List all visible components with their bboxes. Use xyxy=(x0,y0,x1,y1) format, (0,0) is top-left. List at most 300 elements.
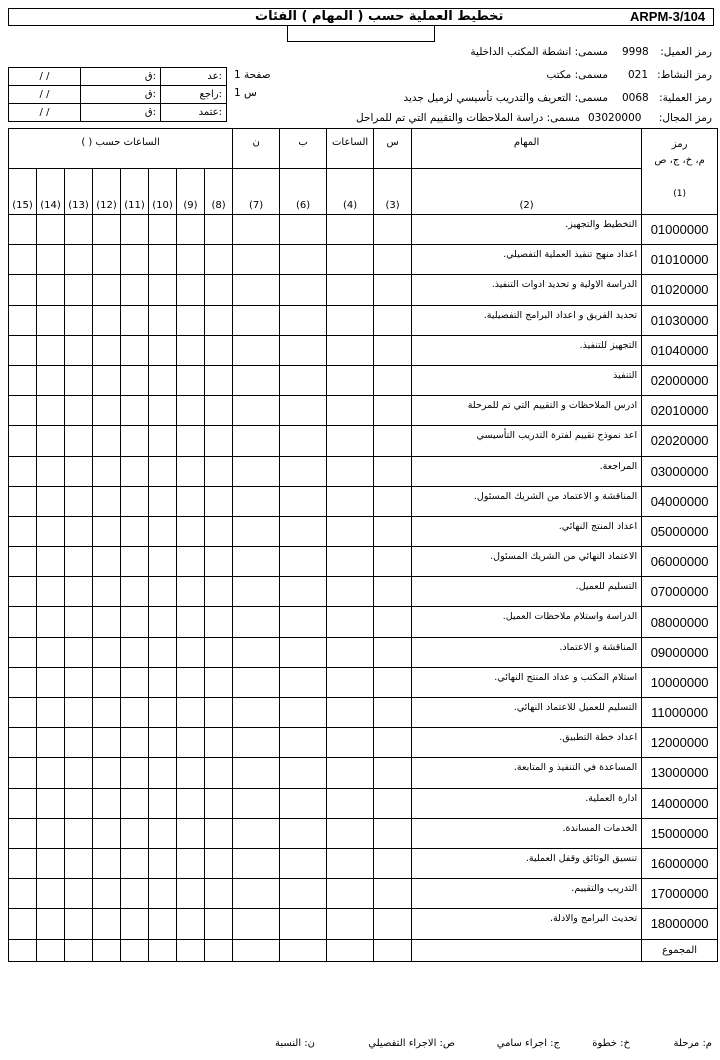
hours-cell[interactable] xyxy=(121,848,149,878)
hours-cell[interactable] xyxy=(280,516,327,546)
hours-cell[interactable] xyxy=(280,426,327,456)
hours-cell[interactable] xyxy=(327,396,374,426)
hours-cell[interactable] xyxy=(9,305,37,335)
hours-cell[interactable] xyxy=(374,516,412,546)
hours-cell[interactable] xyxy=(374,848,412,878)
hours-cell[interactable] xyxy=(93,577,121,607)
hours-cell[interactable] xyxy=(149,607,177,637)
hours-cell[interactable] xyxy=(121,215,149,245)
hours-cell[interactable] xyxy=(205,516,233,546)
hours-cell[interactable] xyxy=(121,637,149,667)
hours-cell[interactable] xyxy=(280,879,327,909)
hours-cell[interactable] xyxy=(233,758,280,788)
hours-cell[interactable] xyxy=(205,456,233,486)
hours-cell[interactable] xyxy=(177,607,205,637)
hours-cell[interactable] xyxy=(233,637,280,667)
hours-cell[interactable] xyxy=(65,275,93,305)
hours-cell[interactable] xyxy=(65,486,93,516)
hours-cell[interactable] xyxy=(205,396,233,426)
hours-cell[interactable] xyxy=(374,426,412,456)
hours-cell[interactable] xyxy=(149,275,177,305)
hours-cell[interactable] xyxy=(37,456,65,486)
hours-cell[interactable] xyxy=(37,788,65,818)
hours-cell[interactable] xyxy=(121,456,149,486)
hours-cell[interactable] xyxy=(37,215,65,245)
hours-cell[interactable] xyxy=(149,305,177,335)
hours-cell[interactable] xyxy=(177,275,205,305)
hours-cell[interactable] xyxy=(177,879,205,909)
hours-cell[interactable] xyxy=(205,607,233,637)
hours-cell[interactable] xyxy=(121,577,149,607)
hours-cell[interactable] xyxy=(9,426,37,456)
hours-cell[interactable] xyxy=(37,818,65,848)
hours-cell[interactable] xyxy=(93,396,121,426)
hours-cell[interactable] xyxy=(233,365,280,395)
hours-cell[interactable] xyxy=(93,516,121,546)
hours-cell[interactable] xyxy=(177,577,205,607)
hours-cell[interactable] xyxy=(9,758,37,788)
hours-cell[interactable] xyxy=(205,758,233,788)
hours-cell[interactable] xyxy=(233,547,280,577)
hours-cell[interactable] xyxy=(65,879,93,909)
hours-cell[interactable] xyxy=(9,637,37,667)
hours-cell[interactable] xyxy=(177,788,205,818)
hours-cell[interactable] xyxy=(121,516,149,546)
hours-cell[interactable] xyxy=(121,728,149,758)
hours-cell[interactable] xyxy=(205,698,233,728)
hours-cell[interactable] xyxy=(374,245,412,275)
hours-cell[interactable] xyxy=(9,788,37,818)
hours-cell[interactable] xyxy=(9,365,37,395)
hours-cell[interactable] xyxy=(177,335,205,365)
page-number: صفحة 1 xyxy=(234,69,271,81)
hours-cell[interactable] xyxy=(65,305,93,335)
hours-cell[interactable] xyxy=(177,516,205,546)
hours-cell[interactable] xyxy=(65,577,93,607)
hours-cell[interactable] xyxy=(374,365,412,395)
hours-cell[interactable] xyxy=(374,788,412,818)
hours-cell[interactable] xyxy=(121,486,149,516)
hours-cell[interactable] xyxy=(93,245,121,275)
hours-cell[interactable] xyxy=(280,637,327,667)
hours-cell[interactable] xyxy=(9,547,37,577)
hours-cell[interactable] xyxy=(205,245,233,275)
hours-cell[interactable] xyxy=(65,335,93,365)
hours-cell[interactable] xyxy=(93,456,121,486)
hours-cell[interactable] xyxy=(93,305,121,335)
hours-cell[interactable] xyxy=(233,728,280,758)
hours-cell[interactable] xyxy=(37,275,65,305)
hours-cell[interactable] xyxy=(374,698,412,728)
hours-cell[interactable] xyxy=(37,607,65,637)
hours-cell[interactable] xyxy=(327,698,374,728)
hours-cell[interactable] xyxy=(37,516,65,546)
hours-cell[interactable] xyxy=(280,456,327,486)
hours-cell[interactable] xyxy=(37,698,65,728)
hours-cell[interactable] xyxy=(177,637,205,667)
hours-cell[interactable] xyxy=(280,848,327,878)
hours-cell[interactable] xyxy=(233,909,280,939)
hours-cell[interactable] xyxy=(280,245,327,275)
hours-cell[interactable] xyxy=(149,637,177,667)
hours-cell[interactable] xyxy=(149,245,177,275)
hours-cell[interactable] xyxy=(177,758,205,788)
hours-cell[interactable] xyxy=(327,788,374,818)
hours-cell[interactable] xyxy=(9,245,37,275)
hours-cell[interactable] xyxy=(65,516,93,546)
hours-cell[interactable] xyxy=(374,486,412,516)
table-row xyxy=(9,516,718,546)
column-number: (2) xyxy=(412,169,642,215)
hours-cell[interactable] xyxy=(65,667,93,697)
hours-cell[interactable] xyxy=(9,275,37,305)
hours-cell[interactable] xyxy=(121,335,149,365)
hours-cell[interactable] xyxy=(121,365,149,395)
hours-cell[interactable] xyxy=(327,305,374,335)
hours-cell[interactable] xyxy=(121,305,149,335)
hours-cell[interactable] xyxy=(177,698,205,728)
hours-cell[interactable] xyxy=(149,577,177,607)
hours-cell[interactable] xyxy=(327,667,374,697)
hours-cell[interactable] xyxy=(9,396,37,426)
hours-cell[interactable] xyxy=(93,547,121,577)
hours-cell[interactable] xyxy=(327,577,374,607)
hours-cell[interactable] xyxy=(280,758,327,788)
hours-cell[interactable] xyxy=(9,486,37,516)
hours-cell[interactable] xyxy=(205,577,233,607)
hours-cell[interactable] xyxy=(121,396,149,426)
hours-cell[interactable] xyxy=(327,335,374,365)
hours-cell[interactable] xyxy=(9,456,37,486)
hours-cell[interactable] xyxy=(93,909,121,939)
hours-cell[interactable] xyxy=(233,667,280,697)
hours-cell[interactable] xyxy=(205,818,233,848)
hours-cell[interactable] xyxy=(93,486,121,516)
hours-cell[interactable] xyxy=(9,698,37,728)
hours-cell[interactable] xyxy=(149,396,177,426)
hours-cell[interactable] xyxy=(149,456,177,486)
hours-cell[interactable] xyxy=(177,667,205,697)
hours-cell[interactable] xyxy=(280,275,327,305)
hours-cell[interactable] xyxy=(93,698,121,728)
hours-cell[interactable] xyxy=(205,305,233,335)
hours-cell[interactable] xyxy=(65,758,93,788)
hours-cell[interactable] xyxy=(177,848,205,878)
hours-cell[interactable] xyxy=(233,607,280,637)
hours-cell[interactable] xyxy=(177,305,205,335)
hours-cell[interactable] xyxy=(327,516,374,546)
hours-cell[interactable] xyxy=(233,486,280,516)
hours-cell[interactable] xyxy=(9,577,37,607)
hours-cell[interactable] xyxy=(121,818,149,848)
hours-cell[interactable] xyxy=(65,547,93,577)
hours-cell[interactable] xyxy=(177,909,205,939)
hours-cell[interactable] xyxy=(65,848,93,878)
hours-cell[interactable] xyxy=(37,486,65,516)
hours-cell[interactable] xyxy=(205,637,233,667)
hours-cell[interactable] xyxy=(9,667,37,697)
hours-cell[interactable] xyxy=(233,245,280,275)
hours-cell[interactable] xyxy=(233,848,280,878)
hours-header: الساعات xyxy=(327,129,374,169)
hours-cell[interactable] xyxy=(37,577,65,607)
hours-cell[interactable] xyxy=(280,335,327,365)
hours-cell[interactable] xyxy=(327,728,374,758)
hours-cell[interactable] xyxy=(205,848,233,878)
hours-cell[interactable] xyxy=(374,607,412,637)
hours-cell[interactable] xyxy=(37,365,65,395)
hours-cell[interactable] xyxy=(9,335,37,365)
hours-cell[interactable] xyxy=(280,607,327,637)
hours-cell[interactable] xyxy=(374,758,412,788)
hours-cell[interactable] xyxy=(205,728,233,758)
hours-cell[interactable] xyxy=(205,667,233,697)
hours-cell[interactable] xyxy=(205,788,233,818)
hours-cell[interactable] xyxy=(374,547,412,577)
hours-cell[interactable] xyxy=(327,848,374,878)
task-code: 10000000 xyxy=(642,667,718,697)
hours-cell[interactable] xyxy=(177,215,205,245)
hours-cell[interactable] xyxy=(177,426,205,456)
hours-cell[interactable] xyxy=(149,335,177,365)
hours-cell[interactable] xyxy=(233,879,280,909)
hours-cell[interactable] xyxy=(280,788,327,818)
hours-cell[interactable] xyxy=(65,909,93,939)
hours-cell[interactable] xyxy=(205,275,233,305)
hours-cell[interactable] xyxy=(93,848,121,878)
hours-cell[interactable] xyxy=(37,547,65,577)
hours-cell[interactable] xyxy=(374,275,412,305)
hours-cell[interactable] xyxy=(149,547,177,577)
hours-cell[interactable] xyxy=(149,758,177,788)
hours-cell[interactable] xyxy=(374,667,412,697)
hours-cell[interactable] xyxy=(233,396,280,426)
hours-cell[interactable] xyxy=(9,215,37,245)
hours-cell[interactable] xyxy=(374,637,412,667)
hours-cell[interactable] xyxy=(65,607,93,637)
hours-cell[interactable] xyxy=(93,637,121,667)
hours-cell[interactable] xyxy=(121,547,149,577)
hours-cell[interactable] xyxy=(233,335,280,365)
hours-cell[interactable] xyxy=(93,215,121,245)
hours-cell[interactable] xyxy=(9,728,37,758)
hours-cell[interactable] xyxy=(233,698,280,728)
hours-cell[interactable] xyxy=(233,818,280,848)
hours-cell[interactable] xyxy=(9,879,37,909)
hours-cell[interactable] xyxy=(280,486,327,516)
hours-cell[interactable] xyxy=(327,365,374,395)
hours-cell[interactable] xyxy=(121,758,149,788)
hours-cell[interactable] xyxy=(233,275,280,305)
hours-cell[interactable] xyxy=(280,728,327,758)
hours-cell[interactable] xyxy=(280,667,327,697)
hours-cell[interactable] xyxy=(327,637,374,667)
hours-cell[interactable] xyxy=(374,335,412,365)
hours-cell[interactable] xyxy=(233,516,280,546)
hours-cell[interactable] xyxy=(9,818,37,848)
hours-cell[interactable] xyxy=(121,879,149,909)
hours-cell[interactable] xyxy=(205,909,233,939)
hours-cell[interactable] xyxy=(327,486,374,516)
hours-cell[interactable] xyxy=(149,818,177,848)
column-number: (12) xyxy=(93,169,121,215)
hours-cell[interactable] xyxy=(327,818,374,848)
hours-cell[interactable] xyxy=(327,275,374,305)
hours-cell[interactable] xyxy=(65,637,93,667)
hours-cell[interactable] xyxy=(233,788,280,818)
hours-cell[interactable] xyxy=(37,426,65,456)
hours-cell[interactable] xyxy=(233,305,280,335)
hours-cell[interactable] xyxy=(280,698,327,728)
hours-cell[interactable] xyxy=(205,335,233,365)
hours-cell[interactable] xyxy=(37,879,65,909)
hours-cell[interactable] xyxy=(327,909,374,939)
hours-cell[interactable] xyxy=(327,245,374,275)
hours-cell[interactable] xyxy=(327,547,374,577)
hours-cell[interactable] xyxy=(233,426,280,456)
hours-cell[interactable] xyxy=(177,728,205,758)
hours-cell[interactable] xyxy=(9,909,37,939)
hours-cell[interactable] xyxy=(205,547,233,577)
hours-cell[interactable] xyxy=(65,456,93,486)
hours-cell[interactable] xyxy=(65,396,93,426)
hours-cell[interactable] xyxy=(327,607,374,637)
hours-cell[interactable] xyxy=(177,396,205,426)
hours-cell[interactable] xyxy=(37,667,65,697)
hours-cell[interactable] xyxy=(65,215,93,245)
hours-cell[interactable] xyxy=(37,305,65,335)
hours-cell[interactable] xyxy=(177,547,205,577)
hours-cell[interactable] xyxy=(280,215,327,245)
hours-cell[interactable] xyxy=(121,909,149,939)
hours-cell[interactable] xyxy=(280,577,327,607)
hours-cell[interactable] xyxy=(149,879,177,909)
hours-cell[interactable] xyxy=(37,396,65,426)
hours-cell[interactable] xyxy=(93,879,121,909)
b-header: ب xyxy=(280,129,327,169)
hours-cell[interactable] xyxy=(121,607,149,637)
hours-cell[interactable] xyxy=(374,577,412,607)
hours-cell[interactable] xyxy=(233,577,280,607)
hours-cell[interactable] xyxy=(93,335,121,365)
hours-cell[interactable] xyxy=(149,667,177,697)
hours-cell[interactable] xyxy=(93,667,121,697)
hours-cell[interactable] xyxy=(149,909,177,939)
hours-cell[interactable] xyxy=(149,426,177,456)
hours-cell[interactable] xyxy=(121,245,149,275)
hours-cell[interactable] xyxy=(280,305,327,335)
hours-cell[interactable] xyxy=(327,426,374,456)
hours-cell[interactable] xyxy=(37,245,65,275)
hours-cell[interactable] xyxy=(374,909,412,939)
hours-cell[interactable] xyxy=(374,396,412,426)
hours-cell[interactable] xyxy=(177,486,205,516)
hours-cell[interactable] xyxy=(233,456,280,486)
hours-cell[interactable] xyxy=(37,637,65,667)
hours-cell[interactable] xyxy=(37,848,65,878)
hours-cell[interactable] xyxy=(149,788,177,818)
hours-cell[interactable] xyxy=(233,215,280,245)
hours-cell[interactable] xyxy=(205,486,233,516)
hours-cell[interactable] xyxy=(65,698,93,728)
hours-cell[interactable] xyxy=(149,516,177,546)
hours-cell[interactable] xyxy=(177,365,205,395)
hours-cell[interactable] xyxy=(149,728,177,758)
hours-cell[interactable] xyxy=(93,607,121,637)
task-code: 06000000 xyxy=(642,547,718,577)
hours-cell[interactable] xyxy=(121,698,149,728)
hours-cell[interactable] xyxy=(280,396,327,426)
hours-cell[interactable] xyxy=(327,879,374,909)
hours-cell[interactable] xyxy=(121,426,149,456)
hours-cell[interactable] xyxy=(37,909,65,939)
hours-cell[interactable] xyxy=(149,698,177,728)
hours-cell[interactable] xyxy=(65,728,93,758)
hours-cell[interactable] xyxy=(93,365,121,395)
hours-cell[interactable] xyxy=(121,275,149,305)
task-code: 12000000 xyxy=(642,728,718,758)
total-cell xyxy=(374,939,412,961)
hours-cell[interactable] xyxy=(374,818,412,848)
hours-cell[interactable] xyxy=(280,818,327,848)
hours-cell[interactable] xyxy=(374,728,412,758)
hours-cell[interactable] xyxy=(149,365,177,395)
hours-cell[interactable] xyxy=(149,486,177,516)
hours-cell[interactable] xyxy=(177,818,205,848)
hours-cell[interactable] xyxy=(327,758,374,788)
hours-cell[interactable] xyxy=(93,275,121,305)
hours-cell[interactable] xyxy=(121,667,149,697)
hours-cell[interactable] xyxy=(374,879,412,909)
hours-cell[interactable] xyxy=(65,818,93,848)
hours-cell[interactable] xyxy=(280,547,327,577)
hours-cell[interactable] xyxy=(65,245,93,275)
hours-cell[interactable] xyxy=(65,365,93,395)
hours-cell[interactable] xyxy=(37,758,65,788)
hours-cell[interactable] xyxy=(149,848,177,878)
hours-cell[interactable] xyxy=(9,516,37,546)
hours-cell[interactable] xyxy=(9,607,37,637)
hours-cell[interactable] xyxy=(280,365,327,395)
hours-cell[interactable] xyxy=(177,456,205,486)
hours-cell[interactable] xyxy=(37,728,65,758)
hours-cell[interactable] xyxy=(280,909,327,939)
hours-cell[interactable] xyxy=(205,365,233,395)
hours-cell[interactable] xyxy=(9,848,37,878)
hours-cell[interactable] xyxy=(93,788,121,818)
hours-cell[interactable] xyxy=(65,426,93,456)
hours-cell[interactable] xyxy=(374,305,412,335)
hours-cell[interactable] xyxy=(93,426,121,456)
hours-cell[interactable] xyxy=(93,758,121,788)
hours-cell[interactable] xyxy=(374,215,412,245)
hours-cell[interactable] xyxy=(93,728,121,758)
hours-cell[interactable] xyxy=(327,215,374,245)
signature-row xyxy=(9,86,227,104)
hours-cell[interactable] xyxy=(374,456,412,486)
hours-cell[interactable] xyxy=(149,215,177,245)
column-number: (7) xyxy=(233,169,280,215)
hours-cell[interactable] xyxy=(327,456,374,486)
hours-cell[interactable] xyxy=(177,245,205,275)
hours-cell[interactable] xyxy=(205,215,233,245)
hours-cell[interactable] xyxy=(205,879,233,909)
hours-cell[interactable] xyxy=(37,335,65,365)
hours-cell[interactable] xyxy=(121,788,149,818)
hours-cell[interactable] xyxy=(93,818,121,848)
hours-cell[interactable] xyxy=(65,788,93,818)
hours-cell[interactable] xyxy=(205,426,233,456)
